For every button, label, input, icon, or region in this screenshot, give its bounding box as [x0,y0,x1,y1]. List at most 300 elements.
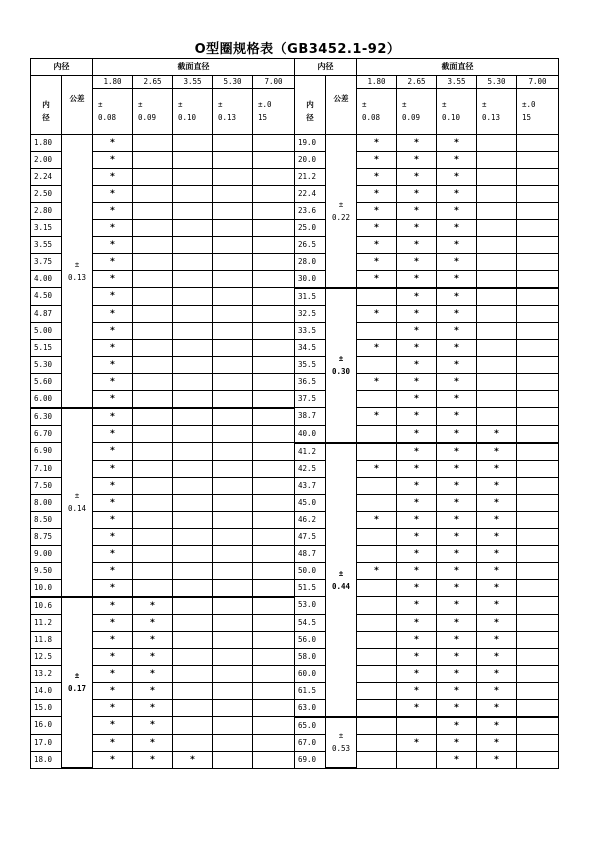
tolerance-value: 0.10 [442,113,461,123]
inner-diameter-cell: 12.5 [31,648,62,665]
empty-cell [173,665,213,682]
availability-star: * [93,288,133,306]
group-tolerance-value: 0.53 [331,744,351,754]
availability-star: * [397,202,437,219]
empty-cell [133,253,173,270]
section-tolerance-right [517,89,559,135]
empty-cell [517,425,559,443]
empty-cell [253,717,295,735]
inner-diameter-cell: 17.0 [31,734,62,751]
plus-minus-sign: ±.0 [258,100,272,110]
empty-cell [477,390,517,408]
empty-cell [517,373,559,390]
empty-cell [213,545,253,562]
empty-cell [173,734,213,751]
availability-star: * [93,579,133,597]
page-title: O型圈规格表（GB3452.1-92） [194,42,401,57]
inner-diameter-cell: 36.5 [295,373,326,390]
availability-star: * [437,631,477,648]
inner-diameter-cell: 56.0 [295,631,326,648]
table-row [31,597,559,615]
table-row [31,734,559,751]
inner-diameter-cell: 46.2 [295,511,326,528]
availability-star: * [357,236,397,253]
empty-cell [173,373,213,390]
empty-cell [173,477,213,494]
empty-cell [357,734,397,751]
table-row [31,253,559,270]
availability-star: * [357,219,397,236]
availability-star: * [397,443,437,461]
availability-star: * [437,202,477,219]
inner-short-2: 径 [42,113,50,122]
availability-star: * [437,665,477,682]
empty-cell [173,597,213,615]
availability-star: * [93,390,133,408]
empty-cell [517,339,559,356]
inner-diameter-cell: 63.0 [295,699,326,717]
empty-cell [253,134,295,151]
empty-cell [133,443,173,461]
tolerance-value: 15 [522,113,532,123]
availability-star: * [133,597,173,615]
empty-cell [477,408,517,426]
availability-star: * [93,682,133,699]
availability-star: * [93,562,133,579]
empty-cell [213,528,253,545]
availability-star: * [397,631,437,648]
inner-diameter-cell: 5.00 [31,322,62,339]
empty-cell [253,614,295,631]
availability-star: * [357,339,397,356]
table-row [31,185,559,202]
empty-cell [517,614,559,631]
empty-cell [213,219,253,236]
availability-star: * [397,511,437,528]
availability-star: * [397,236,437,253]
availability-star: * [93,322,133,339]
section-tolerance-left [93,89,133,135]
availability-star: * [397,665,437,682]
availability-star: * [437,751,477,768]
inner-diameter-cell: 11.2 [31,614,62,631]
inner-diameter-cell: 11.8 [31,631,62,648]
empty-cell [357,699,397,717]
availability-star: * [437,151,477,168]
empty-cell [357,494,397,511]
inner-diameter-cell: 47.5 [295,528,326,545]
empty-cell [213,751,253,768]
table-row [31,477,559,494]
empty-cell [357,682,397,699]
availability-star: * [437,373,477,390]
empty-cell [517,202,559,219]
plus-minus-sign: ± [338,354,344,363]
empty-cell [517,699,559,717]
availability-star: * [397,390,437,408]
empty-cell [477,236,517,253]
empty-cell [133,356,173,373]
availability-star: * [477,597,517,615]
empty-cell [477,305,517,322]
empty-cell [173,134,213,151]
availability-star: * [133,751,173,768]
availability-star: * [133,734,173,751]
inner-diameter-cell: 10.0 [31,579,62,597]
inner-diameter-cell: 5.15 [31,339,62,356]
empty-cell [173,494,213,511]
availability-star: * [477,528,517,545]
header-blank-left [62,76,93,89]
empty-cell [253,390,295,408]
inner-diameter-cell: 15.0 [31,699,62,717]
empty-cell [213,168,253,185]
section-tolerance-left [173,89,213,135]
empty-cell [253,443,295,461]
availability-star: * [357,511,397,528]
table-row [31,511,559,528]
inner-diameter-cell: 32.5 [295,305,326,322]
empty-cell [253,477,295,494]
empty-cell [517,151,559,168]
empty-cell [357,528,397,545]
empty-cell [357,614,397,631]
tolerance-value: 0.10 [178,113,197,123]
tolerance-label: 公差 [69,93,85,103]
availability-star: * [397,614,437,631]
table-row [31,494,559,511]
inner-diameter-cell: 25.0 [295,219,326,236]
empty-cell [133,425,173,443]
availability-star: * [397,373,437,390]
plus-minus-sign: ±.0 [522,100,536,110]
empty-cell [173,425,213,443]
empty-cell [253,288,295,306]
empty-cell [253,528,295,545]
empty-cell [253,202,295,219]
empty-cell [517,236,559,253]
section-tolerance-left [133,89,173,135]
header-blank-left [31,76,62,89]
empty-cell [253,425,295,443]
section-size-left: 1.80 [93,76,133,89]
table-row [31,373,559,390]
availability-star: * [93,734,133,751]
availability-star: * [93,665,133,682]
availability-star: * [397,682,437,699]
empty-cell [213,511,253,528]
availability-star: * [437,460,477,477]
empty-cell [213,202,253,219]
section-size-left: 7.00 [253,76,295,89]
empty-cell [173,631,213,648]
inner-diameter-cell: 7.50 [31,477,62,494]
empty-cell [133,579,173,597]
empty-cell [253,579,295,597]
inner-diameter-cell: 4.50 [31,288,62,306]
availability-star: * [93,339,133,356]
availability-star: * [93,202,133,219]
availability-star: * [133,682,173,699]
empty-cell [133,219,173,236]
inner-diameter-cell: 28.0 [295,253,326,270]
availability-star: * [93,185,133,202]
plus-minus-sign: ± [482,100,487,110]
availability-star: * [437,270,477,288]
tolerance-group-cell [62,134,93,408]
availability-star: * [397,270,437,288]
empty-cell [133,460,173,477]
table-row [31,219,559,236]
empty-cell [253,373,295,390]
empty-cell [357,545,397,562]
availability-star: * [437,408,477,426]
availability-star: * [477,734,517,751]
availability-star: * [93,270,133,288]
availability-star: * [437,236,477,253]
availability-star: * [437,579,477,597]
availability-star: * [93,494,133,511]
availability-star: * [93,511,133,528]
section-size-right: 3.55 [437,76,477,89]
empty-cell [173,236,213,253]
plus-minus-sign: ± [98,100,103,110]
availability-star: * [437,528,477,545]
inner-diameter-cell: 22.4 [295,185,326,202]
empty-cell [517,185,559,202]
header-blank-right [326,76,357,89]
inner-diameter-cell: 48.7 [295,545,326,562]
availability-star: * [357,270,397,288]
empty-cell [173,305,213,322]
inner-diameter-cell: 13.2 [31,665,62,682]
empty-cell [133,185,173,202]
availability-star: * [133,614,173,631]
availability-star: * [93,460,133,477]
empty-cell [133,511,173,528]
empty-cell [517,253,559,270]
empty-cell [173,288,213,306]
empty-cell [133,305,173,322]
empty-cell [253,494,295,511]
table-row [31,579,559,597]
availability-star: * [477,477,517,494]
empty-cell [397,717,437,735]
empty-cell [253,168,295,185]
availability-star: * [93,631,133,648]
empty-cell [173,151,213,168]
availability-star: * [437,443,477,461]
availability-star: * [397,134,437,151]
availability-star: * [477,460,517,477]
empty-cell [213,699,253,717]
inner-diameter-cell: 54.5 [295,614,326,631]
inner-diameter-cell: 42.5 [295,460,326,477]
empty-cell [213,390,253,408]
availability-star: * [437,511,477,528]
empty-cell [253,734,295,751]
inner-diameter-cell: 30.0 [295,270,326,288]
empty-cell [173,390,213,408]
availability-star: * [437,734,477,751]
tolerance-value: 0.13 [482,113,501,123]
empty-cell [213,185,253,202]
availability-star: * [477,699,517,717]
empty-cell [517,717,559,735]
group-tolerance-value: 0.14 [67,504,87,513]
empty-cell [517,528,559,545]
empty-cell [357,665,397,682]
inner-diameter-cell: 34.5 [295,339,326,356]
table-row [31,460,559,477]
inner-diameter-cell: 67.0 [295,734,326,751]
empty-cell [213,443,253,461]
table-row [31,134,559,151]
availability-star: * [397,734,437,751]
inner-diameter-cell: 43.7 [295,477,326,494]
empty-cell [213,734,253,751]
availability-star: * [93,373,133,390]
plus-minus-sign: ± [74,491,80,500]
inner-diameter-cell: 8.00 [31,494,62,511]
availability-star: * [357,185,397,202]
availability-star: * [357,373,397,390]
table-row [31,545,559,562]
inner-diameter-cell: 6.30 [31,408,62,426]
empty-cell [213,253,253,270]
inner-diameter-cell: 8.50 [31,511,62,528]
availability-star: * [173,751,213,768]
empty-cell [253,751,295,768]
availability-star: * [93,425,133,443]
availability-star: * [437,185,477,202]
availability-star: * [93,717,133,735]
empty-cell [357,597,397,615]
availability-star: * [93,236,133,253]
availability-star: * [133,631,173,648]
availability-star: * [477,751,517,768]
empty-cell [517,168,559,185]
empty-cell [357,356,397,373]
availability-star: * [437,305,477,322]
table-row [31,699,559,717]
availability-star: * [133,665,173,682]
table-row [31,356,559,373]
empty-cell [133,477,173,494]
availability-star: * [397,219,437,236]
section-size-right: 5.30 [477,76,517,89]
table-row [31,751,559,768]
empty-cell [213,562,253,579]
availability-star: * [397,168,437,185]
plus-minus-sign: ± [74,259,80,269]
inner-diameter-header-right: 内径 [295,59,357,76]
empty-cell [213,665,253,682]
table-row [31,648,559,665]
empty-cell [173,322,213,339]
availability-star: * [133,699,173,717]
availability-star: * [397,699,437,717]
table-row [31,717,559,735]
table-body [31,59,559,769]
availability-star: * [93,253,133,270]
inner-short-1: 内 [306,100,314,109]
availability-star: * [477,648,517,665]
empty-cell [517,134,559,151]
inner-diameter-cell: 21.2 [295,168,326,185]
inner-diameter-cell: 40.0 [295,425,326,443]
inner-diameter-cell: 26.5 [295,236,326,253]
empty-cell [517,390,559,408]
empty-cell [213,322,253,339]
inner-diameter-cell: 2.24 [31,168,62,185]
empty-cell [173,545,213,562]
tolerance-group-cell [326,443,357,717]
empty-cell [173,219,213,236]
inner-diameter-cell: 23.6 [295,202,326,219]
empty-cell [213,270,253,288]
availability-star: * [357,460,397,477]
availability-star: * [93,356,133,373]
availability-star: * [93,751,133,768]
tolerance-value: 0.08 [98,113,117,123]
empty-cell [253,339,295,356]
empty-cell [173,339,213,356]
empty-cell [213,134,253,151]
empty-cell [477,185,517,202]
empty-cell [213,682,253,699]
empty-cell [213,494,253,511]
tolerance-group-cell [326,717,357,769]
empty-cell [213,425,253,443]
inner-diameter-cell: 31.5 [295,288,326,306]
inner-diameter-cell: 8.75 [31,528,62,545]
availability-star: * [397,648,437,665]
empty-cell [397,751,437,768]
empty-cell [133,270,173,288]
availability-star: * [93,477,133,494]
header-row-tolerances [31,89,559,135]
plus-minus-sign: ± [138,100,143,110]
empty-cell [133,236,173,253]
inner-diameter-cell: 53.0 [295,597,326,615]
group-tolerance-value: 0.30 [331,367,351,376]
empty-cell [253,511,295,528]
empty-cell [133,373,173,390]
empty-cell [253,270,295,288]
empty-cell [517,305,559,322]
empty-cell [517,545,559,562]
inner-short-header-left [31,89,62,135]
availability-star: * [437,253,477,270]
empty-cell [253,562,295,579]
availability-star: * [93,528,133,545]
section-size-right: 1.80 [357,76,397,89]
empty-cell [133,322,173,339]
section-tolerance-left [253,89,295,135]
empty-cell [477,288,517,306]
section-tolerance-right [357,89,397,135]
empty-cell [213,408,253,426]
empty-cell [477,270,517,288]
empty-cell [253,356,295,373]
inner-diameter-cell: 38.7 [295,408,326,426]
inner-diameter-cell: 41.2 [295,443,326,461]
availability-star: * [357,253,397,270]
section-tolerance-right [477,89,517,135]
inner-diameter-cell: 6.90 [31,443,62,461]
empty-cell [213,579,253,597]
